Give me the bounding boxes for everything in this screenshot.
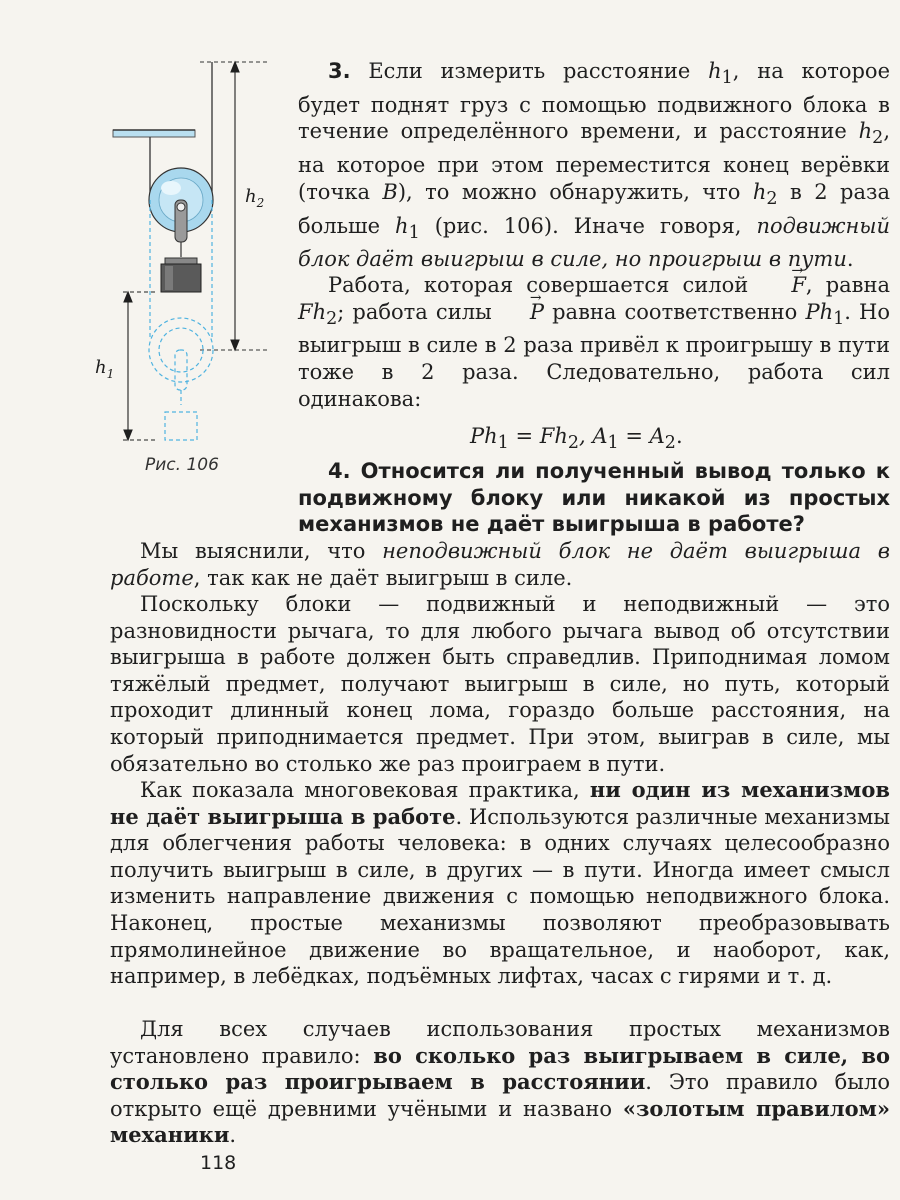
page-number: 118 [200, 1152, 237, 1174]
force-vector-F: → F [761, 272, 806, 299]
bold-rule: ни один из механизмов не даёт выигрыша в работе [110, 777, 890, 829]
work-paragraph: Работа, которая совершается силой → F, равна $Fh_2$; работа силы → P равна соответственно $Ph_1$. Но выигрыш в силе в 2 раза привёл к проигрышу в пути тоже в 2 раза. Следовательно, работа сил одинакова: [298, 272, 890, 412]
h1-dimension-arrow [123, 292, 158, 440]
paragraph-3: 3. Если измерить расстояние $h_1$, на которое будет поднят груз с помощью подвижного блока в течение определённого времени, и расстояние $h_2$, на которое при этом переместится конец верёвки (точка B), то можно обнаружить, что $h_2$ в 2 раза больше $h_1$ (рис. 106). Иначе говоря, подвижный блок даёт выигрыш в силе, но проигрыш в пути. [298, 59, 890, 272]
item-number: 3. [328, 59, 351, 83]
work-formula: $Ph_1 = Fh_2$, $A_1 = A_2$. [470, 424, 683, 454]
emphasis-text: подвижный блок даёт выигрыш в силе, но проигрыш в пути [298, 213, 890, 272]
question-4: 4. Относится ли полученный вывод только к подвижному блоку или никакой из простых механизмов не даёт выигрыша в работе? [298, 459, 890, 537]
movable-pulley-figure [95, 50, 280, 450]
emphasis-text: неподвижный блок не даёт выигрыша в работе [110, 539, 890, 590]
paragraph-practice: Как показала многовековая практика, ни один из механизмов не даёт выигрыша в работе. Используются различные механизмы для облегчения работы человека: в одних случаях целесообразно получить выигрыш в силе, в других — в пути. Иногда имеет смысл изменить направление движения с помощью неподвижного блока. Наконец, простые механизмы позволяют преобразовывать прямолинейное движение во вращательное, и наоборот, как, например, в лебёдках, подъёмных лифтах, часах с гирями и т. д. [110, 777, 891, 989]
item-number: 4. [328, 459, 351, 483]
ceiling-support [113, 130, 195, 137]
bold-rule: во сколько раз выигрываем в силе, во столько раз проигрываем в расстоянии [110, 1042, 890, 1095]
h2-label: $h_2$ [245, 186, 265, 210]
weight-load [161, 258, 201, 292]
h2-dimension-arrow [231, 62, 239, 350]
figure-caption: Рис. 106 [145, 455, 219, 475]
paragraph-lever: Поскольку блоки — подвижный и неподвижный — это разновидности рычага, то для любого рычага вывод об отсутствии выигрыша в работе должен быть справедлив. Приподнимая ломом тяжёлый предмет, получают выигрыш в силе, но путь, который проходит длинный конец лома, гораздо больше расстояния, на который приподнимается предмет. При этом, выиграв в силе, мы обязательно во столько же раз проиграем в пути. [110, 592, 890, 776]
paragraph-golden-rule: Для всех случаев использования простых механизмов установлено правило: во сколько раз выигрываем в силе, во столько раз проигрываем в расстоянии. Это правило было открыто ещё древними учёными и названо «золотым правилом» механики. [110, 1017, 890, 1148]
pulley-wheel [149, 168, 213, 257]
force-vector-P: → P [500, 299, 544, 326]
h1-label: $h_1$ [95, 357, 115, 381]
paragraph-fixed-pulley: Мы выяснили, что неподвижный блок не даёт выигрыша в работе, так как не даёт выигрыш в силе. [110, 539, 890, 590]
golden-rule-term: «золотым правилом» механики [110, 1095, 890, 1148]
